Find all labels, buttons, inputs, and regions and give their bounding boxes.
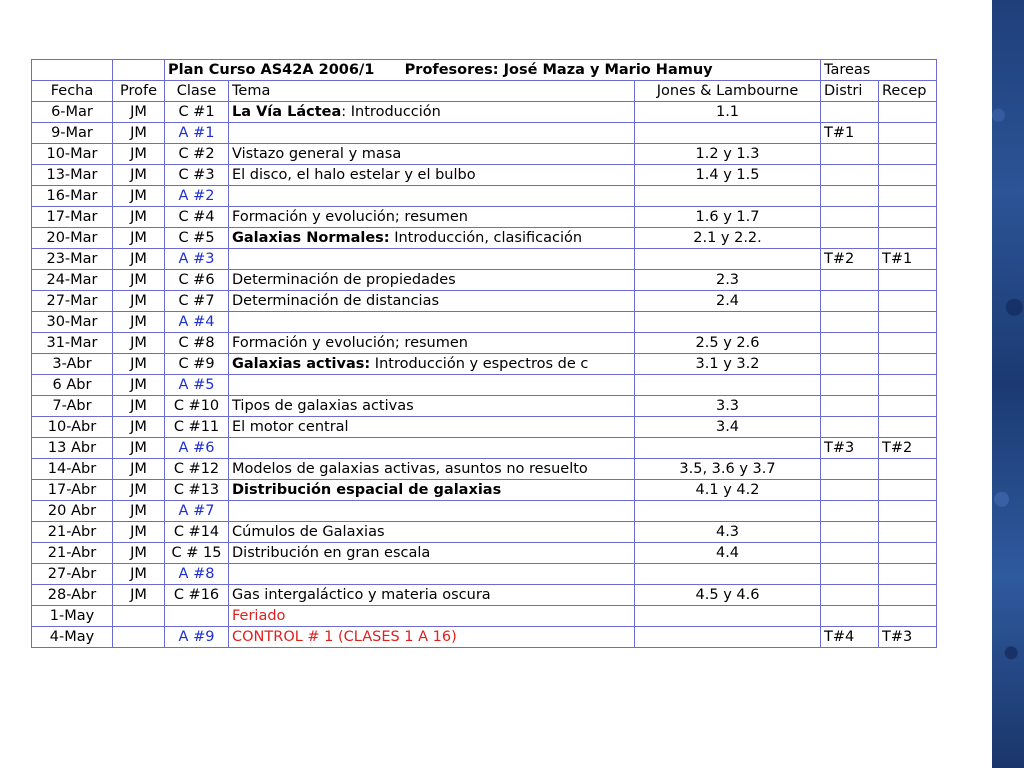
cell-reference: 4.4 [635, 543, 821, 564]
cell-distri [821, 480, 879, 501]
cell-clase: C #6 [165, 270, 229, 291]
cell-tema [229, 291, 635, 312]
cell-fecha: 20-Mar [32, 228, 113, 249]
table-row [32, 417, 937, 438]
tema-text: El motor central [232, 419, 349, 435]
cell-clase: C #3 [165, 165, 229, 186]
cell-profe: JM [113, 459, 165, 480]
table-row [32, 627, 937, 648]
cell-profe: JM [113, 522, 165, 543]
cell-recep [879, 396, 937, 417]
cell-tema [229, 396, 635, 417]
cell-reference [635, 123, 821, 144]
tema-text: Determinación de distancias [232, 293, 440, 309]
cell-recep [879, 312, 937, 333]
cell-fecha: 6-Mar [32, 102, 113, 123]
cell-clase: C #9 [165, 354, 229, 375]
tema-bold-text: La Vía Láctea [232, 104, 342, 120]
cell-fecha: 17-Abr [32, 480, 113, 501]
cell-reference: 3.1 y 3.2 [635, 354, 821, 375]
cell-reference: 4.1 y 4.2 [635, 480, 821, 501]
cell-reference: 3.4 [635, 417, 821, 438]
cell-fecha: 24-Mar [32, 270, 113, 291]
tema-bold-text: Distribución espacial de galaxias [232, 482, 502, 498]
cell-clase: C #11 [165, 417, 229, 438]
cell-reference [635, 627, 821, 648]
cell-recep [879, 459, 937, 480]
cell-fecha: 3-Abr [32, 354, 113, 375]
table-row [32, 228, 937, 249]
cell-profe: JM [113, 501, 165, 522]
cell-recep [879, 375, 937, 396]
cell-clase: A #9 [165, 627, 229, 648]
cell-distri [821, 396, 879, 417]
cell-recep [879, 522, 937, 543]
cell-distri [821, 501, 879, 522]
table-row [32, 165, 937, 186]
cell-recep [879, 165, 937, 186]
cell-reference: 2.4 [635, 291, 821, 312]
cell-tema [229, 543, 635, 564]
cell-clase: C #4 [165, 207, 229, 228]
cell-clase: A #7 [165, 501, 229, 522]
cell-fecha: 14-Abr [32, 459, 113, 480]
table-row [32, 312, 937, 333]
cell-reference: 1.2 y 1.3 [635, 144, 821, 165]
table-row [32, 459, 937, 480]
cell-clase: C #13 [165, 480, 229, 501]
cell-distri [821, 312, 879, 333]
tema-text: Modelos de galaxias activas, asuntos no resuelto [232, 461, 588, 477]
cell-profe: JM [113, 585, 165, 606]
cell-tema [229, 438, 635, 459]
cell-tema [229, 501, 635, 522]
cell-reference: 4.3 [635, 522, 821, 543]
cell-reference [635, 606, 821, 627]
tema-text: Cúmulos de Galaxias [232, 524, 385, 540]
cell-distri: T#2 [821, 249, 879, 270]
cell-tema [229, 249, 635, 270]
cell-clase: C #7 [165, 291, 229, 312]
cell-reference: 1.4 y 1.5 [635, 165, 821, 186]
table-row [32, 123, 937, 144]
table-row [32, 333, 937, 354]
cell-profe: JM [113, 396, 165, 417]
col-header-profe: Profe [113, 81, 165, 102]
table-row [32, 291, 937, 312]
cell-distri [821, 228, 879, 249]
cell-clase: C #16 [165, 585, 229, 606]
title-row [32, 60, 937, 81]
cell-tema [229, 333, 635, 354]
cell-tema [229, 123, 635, 144]
tema-text: Feriado [232, 608, 286, 624]
cell-tema [229, 270, 635, 291]
cell-distri [821, 333, 879, 354]
cell-clase [165, 606, 229, 627]
cell-recep [879, 102, 937, 123]
cell-tema [229, 585, 635, 606]
cell-tema [229, 228, 635, 249]
cell-reference: 3.3 [635, 396, 821, 417]
cell-distri [821, 606, 879, 627]
cell-distri [821, 102, 879, 123]
cell-recep [879, 543, 937, 564]
table-row [32, 564, 937, 585]
cell-clase: C #14 [165, 522, 229, 543]
cell-distri [821, 564, 879, 585]
cell-profe: JM [113, 207, 165, 228]
cell-distri [821, 354, 879, 375]
cell-fecha: 16-Mar [32, 186, 113, 207]
table-row [32, 606, 937, 627]
cell-fecha: 10-Abr [32, 417, 113, 438]
tema-text: Tipos de galaxias activas [232, 398, 414, 414]
cell-recep [879, 417, 937, 438]
col-header-recep: Recep [879, 81, 937, 102]
cell-profe: JM [113, 438, 165, 459]
cell-recep: T#2 [879, 438, 937, 459]
cell-fecha: 9-Mar [32, 123, 113, 144]
cell-clase: C #12 [165, 459, 229, 480]
tema-text: Gas intergaláctico y materia oscura [232, 587, 491, 603]
cell-distri [821, 585, 879, 606]
cell-fecha: 6 Abr [32, 375, 113, 396]
tema-bold-text: Galaxias Normales: [232, 230, 390, 246]
cell-fecha: 4-May [32, 627, 113, 648]
cell-distri: T#3 [821, 438, 879, 459]
cell-recep [879, 291, 937, 312]
cell-distri [821, 375, 879, 396]
cell-profe: JM [113, 375, 165, 396]
table-row [32, 270, 937, 291]
cell-profe: JM [113, 144, 165, 165]
cell-profe: JM [113, 417, 165, 438]
course-title-professors: Profesores: José Maza y Mario Hamuy [404, 62, 713, 78]
cell-distri [821, 459, 879, 480]
table-row [32, 543, 937, 564]
cell-tema [229, 480, 635, 501]
col-header-tema: Tema [229, 81, 635, 102]
cell-recep: T#1 [879, 249, 937, 270]
cell-recep [879, 354, 937, 375]
cell-distri [821, 144, 879, 165]
cell-fecha: 20 Abr [32, 501, 113, 522]
col-header-fecha: Fecha [32, 81, 113, 102]
cell-distri [821, 165, 879, 186]
cell-tema [229, 606, 635, 627]
cell-recep [879, 501, 937, 522]
cell-reference [635, 312, 821, 333]
cell-recep [879, 564, 937, 585]
cell-fecha: 7-Abr [32, 396, 113, 417]
table-row [32, 144, 937, 165]
cell-reference [635, 501, 821, 522]
cell-reference [635, 186, 821, 207]
cell-profe: JM [113, 291, 165, 312]
cell-tema [229, 459, 635, 480]
table-row [32, 186, 937, 207]
title-spacer-profe [113, 60, 165, 81]
cell-profe [113, 627, 165, 648]
col-header-reference: Jones & Lambourne [635, 81, 821, 102]
table-row [32, 438, 937, 459]
column-header-row [32, 81, 937, 102]
cell-distri [821, 522, 879, 543]
cell-tema [229, 417, 635, 438]
cell-tema [229, 144, 635, 165]
table-row [32, 585, 937, 606]
title-spacer-fecha [32, 60, 113, 81]
cell-tema [229, 312, 635, 333]
cell-fecha: 28-Abr [32, 585, 113, 606]
cell-distri: T#1 [821, 123, 879, 144]
cell-recep [879, 270, 937, 291]
cell-profe: JM [113, 228, 165, 249]
cell-reference: 1.1 [635, 102, 821, 123]
cell-tema [229, 354, 635, 375]
cell-tema [229, 207, 635, 228]
cell-recep [879, 144, 937, 165]
cell-clase: A #4 [165, 312, 229, 333]
cell-recep [879, 606, 937, 627]
cell-reference: 2.5 y 2.6 [635, 333, 821, 354]
cell-recep [879, 480, 937, 501]
cell-distri [821, 270, 879, 291]
cell-recep [879, 123, 937, 144]
cell-tema [229, 627, 635, 648]
cell-profe: JM [113, 102, 165, 123]
cell-clase: C #10 [165, 396, 229, 417]
table-row [32, 522, 937, 543]
cell-reference [635, 438, 821, 459]
tema-text: : Introducción [341, 104, 441, 120]
cell-clase: C #5 [165, 228, 229, 249]
cell-fecha: 31-Mar [32, 333, 113, 354]
table-row [32, 396, 937, 417]
table-row [32, 102, 937, 123]
cell-profe: JM [113, 165, 165, 186]
tema-text: Introducción, clasificación [389, 230, 583, 246]
tema-text: El disco, el halo estelar y el bulbo [232, 167, 476, 183]
cell-recep [879, 585, 937, 606]
col-header-distri: Distri [821, 81, 879, 102]
cell-profe: JM [113, 564, 165, 585]
cell-reference: 4.5 y 4.6 [635, 585, 821, 606]
course-title-left: Plan Curso AS42A 2006/1 [168, 62, 375, 78]
cell-tema [229, 186, 635, 207]
cell-profe: JM [113, 249, 165, 270]
cell-clase: C #8 [165, 333, 229, 354]
cell-fecha: 21-Abr [32, 543, 113, 564]
cell-profe: JM [113, 123, 165, 144]
cell-clase: C #2 [165, 144, 229, 165]
course-plan-table [31, 59, 937, 648]
tema-text: Formación y evolución; resumen [232, 335, 468, 351]
cell-profe: JM [113, 186, 165, 207]
cell-reference: 3.5, 3.6 y 3.7 [635, 459, 821, 480]
cell-fecha: 27-Abr [32, 564, 113, 585]
cell-reference [635, 564, 821, 585]
cell-fecha: 13 Abr [32, 438, 113, 459]
cell-fecha: 10-Mar [32, 144, 113, 165]
cell-profe [113, 606, 165, 627]
cell-reference [635, 249, 821, 270]
cell-profe: JM [113, 312, 165, 333]
cell-clase: A #6 [165, 438, 229, 459]
tema-text: Determinación de propiedades [232, 272, 456, 288]
col-header-clase: Clase [165, 81, 229, 102]
cell-reference: 2.1 y 2.2. [635, 228, 821, 249]
cell-distri [821, 543, 879, 564]
cell-fecha: 17-Mar [32, 207, 113, 228]
cell-clase: C #1 [165, 102, 229, 123]
cell-clase: A #1 [165, 123, 229, 144]
cell-clase: A #2 [165, 186, 229, 207]
cell-clase: A #5 [165, 375, 229, 396]
cell-clase: A #8 [165, 564, 229, 585]
cell-recep: T#3 [879, 627, 937, 648]
cell-recep [879, 228, 937, 249]
cell-recep [879, 186, 937, 207]
cell-fecha: 30-Mar [32, 312, 113, 333]
cell-distri [821, 417, 879, 438]
cell-fecha: 21-Abr [32, 522, 113, 543]
tema-text: CONTROL # 1 (CLASES 1 A 16) [232, 629, 457, 645]
cell-tema [229, 375, 635, 396]
tema-text: Vistazo general y masa [232, 146, 402, 162]
cell-reference [635, 375, 821, 396]
cell-clase: A #3 [165, 249, 229, 270]
tema-bold-text: Galaxias activas: [232, 356, 371, 372]
cell-profe: JM [113, 543, 165, 564]
decorative-side-band [992, 0, 1024, 768]
cell-profe: JM [113, 333, 165, 354]
cell-profe: JM [113, 270, 165, 291]
cell-profe: JM [113, 354, 165, 375]
cell-distri [821, 186, 879, 207]
tema-text: Formación y evolución; resumen [232, 209, 468, 225]
table-row [32, 375, 937, 396]
cell-distri: T#4 [821, 627, 879, 648]
cell-profe: JM [113, 480, 165, 501]
cell-tema [229, 102, 635, 123]
table-row [32, 501, 937, 522]
cell-tema [229, 165, 635, 186]
cell-clase: C # 15 [165, 543, 229, 564]
cell-distri [821, 291, 879, 312]
cell-distri [821, 207, 879, 228]
cell-reference: 2.3 [635, 270, 821, 291]
cell-tema [229, 522, 635, 543]
cell-fecha: 23-Mar [32, 249, 113, 270]
cell-reference: 1.6 y 1.7 [635, 207, 821, 228]
cell-fecha: 27-Mar [32, 291, 113, 312]
cell-recep [879, 207, 937, 228]
table-row [32, 354, 937, 375]
table-row [32, 480, 937, 501]
course-title [165, 60, 821, 81]
tareas-header: Tareas [821, 60, 937, 81]
cell-recep [879, 333, 937, 354]
cell-tema [229, 564, 635, 585]
tema-text: Distribución en gran escala [232, 545, 431, 561]
table-row [32, 207, 937, 228]
cell-fecha: 13-Mar [32, 165, 113, 186]
tema-text: Introducción y espectros de c [370, 356, 589, 372]
table-row [32, 249, 937, 270]
cell-fecha: 1-May [32, 606, 113, 627]
